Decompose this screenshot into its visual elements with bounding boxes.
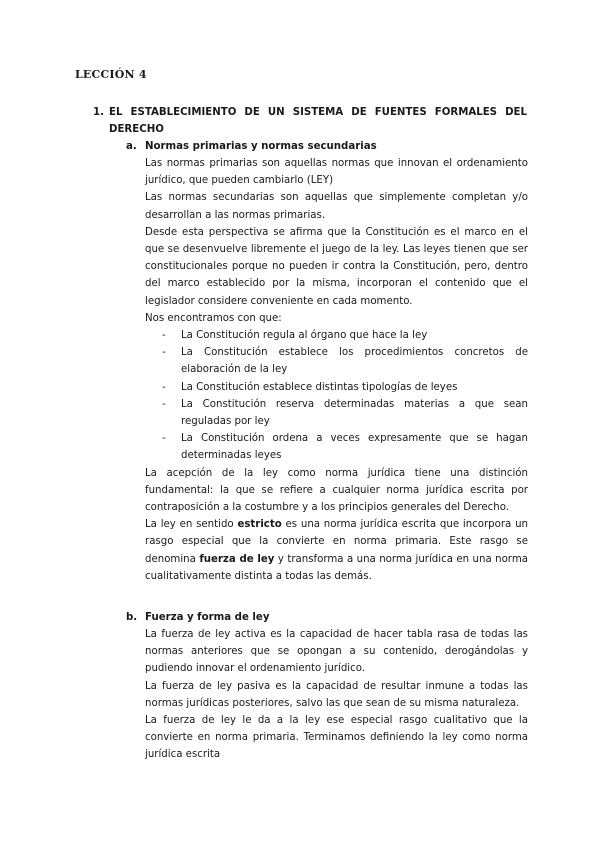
list-item: - La Constitución ordena a veces expresamente que se hagan determinadas leyes <box>162 433 528 462</box>
paragraph: La fuerza de ley activa es la capacidad de hacer tabla rasa de todas las normas anteriores que se opongan a su contenido, derogándolas y pudiendo innovar el ordenamiento jurídico. <box>145 629 528 675</box>
paragraph: La acepción de la ley como norma jurídica tiene una distinción fundamental: la que se refiere a cualquier norma jurídica escrita por contraposición a la costumbre y a los principios generales del Derecho. <box>145 467 528 514</box>
bold-term: estricto <box>237 519 282 531</box>
subsection-b-header <box>126 609 528 626</box>
paragraph: Desde esta perspectiva se afirma que la Constitución es el marco en el que se desenvuelve libremente el juego de la ley. Las leyes tienen que ser constitucionales porque no pueden ir contra la Constitución, pero, dentro del marco establecido por la misma, incorporan el contenido que el legislador considere conveniente en cada momento. <box>145 226 528 307</box>
subsection-letter: b. <box>126 612 138 623</box>
bullet-list <box>145 327 528 465</box>
lesson-heading: LECCIÓN 4 <box>75 68 147 81</box>
paragraph: Las normas primarias son aquellas normas que innovan el ordenamiento jurídico, que pueden cambiarlo (LEY) <box>145 158 528 187</box>
subsection-title: Fuerza y forma de ley <box>145 612 270 623</box>
list-item: - La Constitución establece los procedimientos concretos de elaboración de la ley <box>162 347 528 376</box>
list-item: - La Constitución establece distintas tipologías de leyes <box>162 381 458 393</box>
bold-term: fuerza de ley <box>199 553 275 565</box>
section-title: EL ESTABLECIMIENTO DE UN SISTEMA DE FUENTES FORMALES DEL DERECHO <box>109 107 527 136</box>
paragraph: La fuerza de ley le da a la ley ese especial rasgo cualitativo que la convierte en norma primaria. Terminamos definiendo la ley como norma jurídica escrita <box>145 715 528 761</box>
subsection-b-body <box>145 626 528 764</box>
subsection-a-body <box>145 155 528 585</box>
list-item: - La Constitución reserva determinadas materias a que sean reguladas por ley <box>162 398 528 428</box>
paragraph: La ley en sentido estricto es una norma jurídica escrita que incorpora un rasgo especial que la convierte en norma primaria. Este rasgo se denomina fuerza de ley y transforma a una norma jurídica en una norma cualitativamente distinta a todas las demás. <box>145 519 528 582</box>
list-item: - La Constitución regula al órgano que hace la ley <box>162 330 428 342</box>
paragraph: Nos encontramos con que: <box>145 312 282 324</box>
section-number: 1. <box>93 107 104 118</box>
subsection-title: Normas primarias y normas secundarias <box>145 141 377 152</box>
subsection-a-header <box>126 138 528 155</box>
paragraph: La fuerza de ley pasiva es la capacidad de resultar inmune a todas las normas jurídicas posteriores, salvo las que sean de su misma naturaleza. <box>145 680 528 709</box>
section-1 <box>93 104 527 138</box>
paragraph: Las normas secundarias son aquellas que simplemente completan y/o desarrollan a las normas primarias. <box>145 192 528 221</box>
subsection-letter: a. <box>126 141 137 152</box>
